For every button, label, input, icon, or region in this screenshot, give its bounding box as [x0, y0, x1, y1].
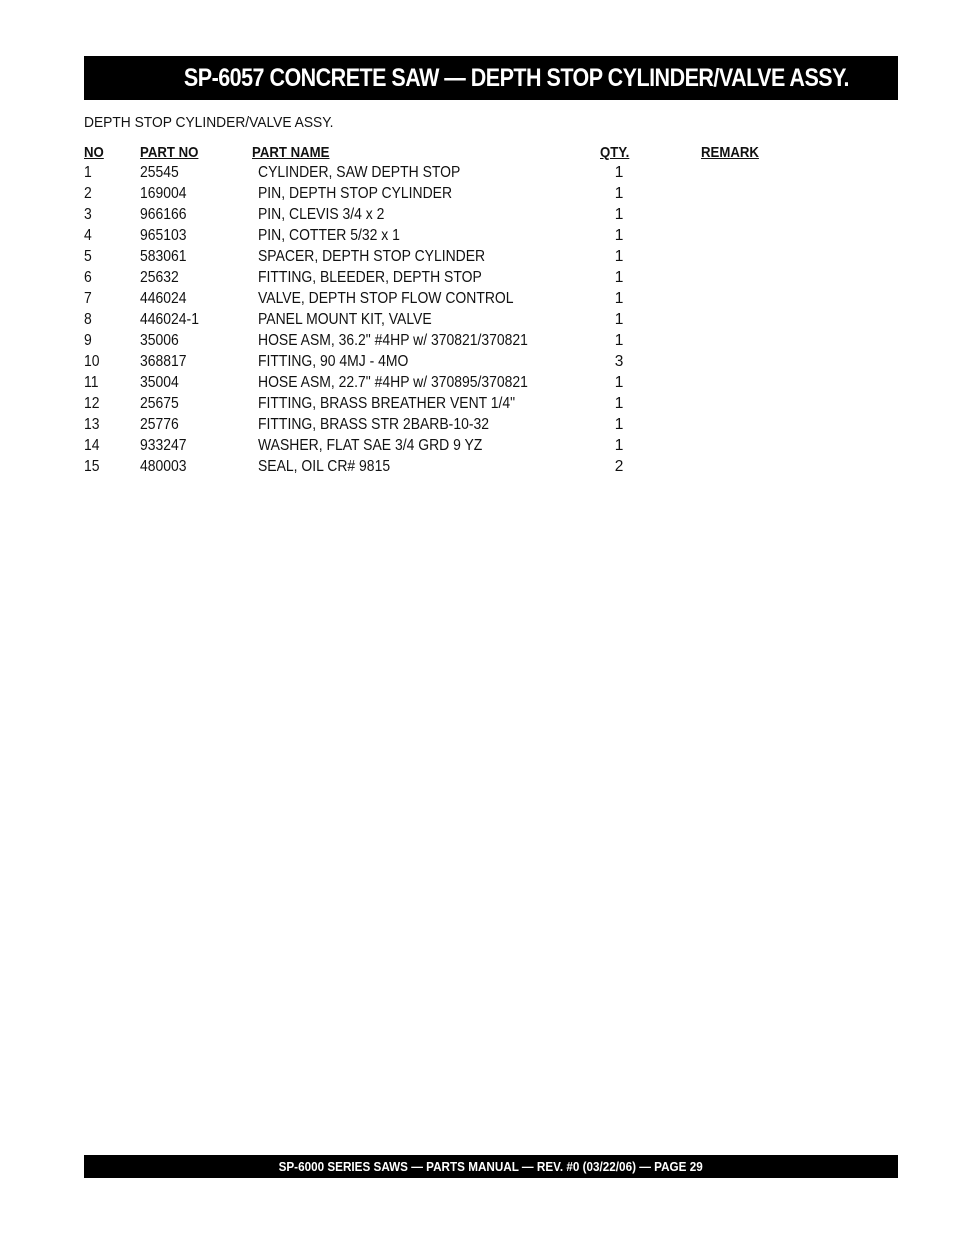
cell-no: 3 — [84, 206, 92, 223]
page-footer: SP-6000 SERIES SAWS — PARTS MANUAL — REV. #0 (03/22/06) — PAGE 29 — [278, 1159, 704, 1174]
cell-part-no: 368817 — [140, 353, 187, 370]
parts-table-body — [0, 164, 954, 479]
cell-no: 9 — [84, 332, 92, 349]
table-row — [0, 290, 954, 311]
cell-part-no: 480003 — [140, 458, 187, 475]
cell-part-name: HOSE ASM, 22.7" #4HP w/ 370895/370821 — [258, 374, 528, 391]
cell-part-no: 446024 — [140, 290, 187, 307]
table-row — [0, 332, 954, 353]
cell-part-name: PIN, DEPTH STOP CYLINDER — [258, 185, 453, 202]
cell-qty: 1 — [614, 164, 624, 181]
table-header — [0, 144, 954, 164]
table-row — [0, 311, 954, 332]
section-label: DEPTH STOP CYLINDER/VALVE ASSY. — [84, 114, 334, 131]
column-header-part-name: PART NAME — [252, 144, 330, 161]
cell-part-name: HOSE ASM, 36.2" #4HP w/ 370821/370821 — [258, 332, 528, 349]
cell-part-name: FITTING, BRASS BREATHER VENT 1/4" — [258, 395, 516, 412]
cell-qty: 1 — [614, 395, 624, 412]
column-header-qty: QTY. — [600, 144, 630, 161]
table-row — [0, 185, 954, 206]
table-row — [0, 437, 954, 458]
cell-qty: 1 — [614, 416, 624, 433]
cell-part-name: SPACER, DEPTH STOP CYLINDER — [258, 248, 486, 265]
cell-part-no: 965103 — [140, 227, 187, 244]
cell-qty: 1 — [614, 437, 624, 454]
table-row — [0, 248, 954, 269]
cell-no: 7 — [84, 290, 92, 307]
cell-part-no: 35004 — [140, 374, 179, 391]
cell-part-no: 25545 — [140, 164, 179, 181]
table-row — [0, 164, 954, 185]
cell-no: 13 — [84, 416, 100, 433]
cell-part-no: 446024-1 — [140, 311, 199, 328]
table-row — [0, 458, 954, 479]
cell-no: 12 — [84, 395, 100, 412]
cell-no: 10 — [84, 353, 100, 370]
table-row — [0, 269, 954, 290]
cell-part-no: 169004 — [140, 185, 187, 202]
cell-part-no: 966166 — [140, 206, 187, 223]
column-header-no: NO — [84, 144, 104, 161]
cell-no: 8 — [84, 311, 92, 328]
cell-part-name: SEAL, OIL CR# 9815 — [258, 458, 391, 475]
cell-no: 2 — [84, 185, 92, 202]
cell-part-name: VALVE, DEPTH STOP FLOW CONTROL — [258, 290, 514, 307]
cell-qty: 1 — [614, 311, 624, 328]
cell-no: 4 — [84, 227, 92, 244]
cell-no: 6 — [84, 269, 92, 286]
cell-qty: 1 — [614, 206, 624, 223]
table-row — [0, 206, 954, 227]
table-row — [0, 395, 954, 416]
cell-part-name: CYLINDER, SAW DEPTH STOP — [258, 164, 461, 181]
page-title: SP-6057 CONCRETE SAW — DEPTH STOP CYLINDER/VALVE ASSY. — [184, 63, 850, 92]
table-row — [0, 353, 954, 374]
cell-part-name: PIN, CLEVIS 3/4 x 2 — [258, 206, 385, 223]
cell-part-no: 25776 — [140, 416, 179, 433]
cell-qty: 1 — [614, 227, 624, 244]
cell-no: 14 — [84, 437, 100, 454]
column-header-part-no: PART NO — [140, 144, 199, 161]
cell-no: 5 — [84, 248, 92, 265]
cell-qty: 3 — [614, 353, 624, 370]
cell-part-name: PANEL MOUNT KIT, VALVE — [258, 311, 432, 328]
cell-qty: 1 — [614, 185, 624, 202]
column-header-remark: REMARK — [701, 144, 759, 161]
cell-qty: 2 — [614, 458, 624, 475]
cell-qty: 1 — [614, 269, 624, 286]
table-row — [0, 416, 954, 437]
cell-part-no: 933247 — [140, 437, 187, 454]
cell-no: 15 — [84, 458, 100, 475]
cell-part-no: 25632 — [140, 269, 179, 286]
page-footer-bar — [84, 1155, 898, 1178]
cell-part-name: FITTING, 90 4MJ - 4MO — [258, 353, 409, 370]
cell-qty: 1 — [614, 248, 624, 265]
cell-qty: 1 — [614, 290, 624, 307]
table-row — [0, 374, 954, 395]
cell-part-name: PIN, COTTER 5/32 x 1 — [258, 227, 400, 244]
cell-part-name: FITTING, BLEEDER, DEPTH STOP — [258, 269, 482, 286]
page-title-bar — [84, 56, 898, 100]
cell-qty: 1 — [614, 374, 624, 391]
cell-part-no: 25675 — [140, 395, 179, 412]
table-row — [0, 227, 954, 248]
cell-part-no: 583061 — [140, 248, 187, 265]
cell-part-no: 35006 — [140, 332, 179, 349]
cell-part-name: WASHER, FLAT SAE 3/4 GRD 9 YZ — [258, 437, 483, 454]
cell-qty: 1 — [614, 332, 624, 349]
cell-no: 1 — [84, 164, 92, 181]
cell-part-name: FITTING, BRASS STR 2BARB-10-32 — [258, 416, 490, 433]
cell-no: 11 — [84, 374, 99, 391]
